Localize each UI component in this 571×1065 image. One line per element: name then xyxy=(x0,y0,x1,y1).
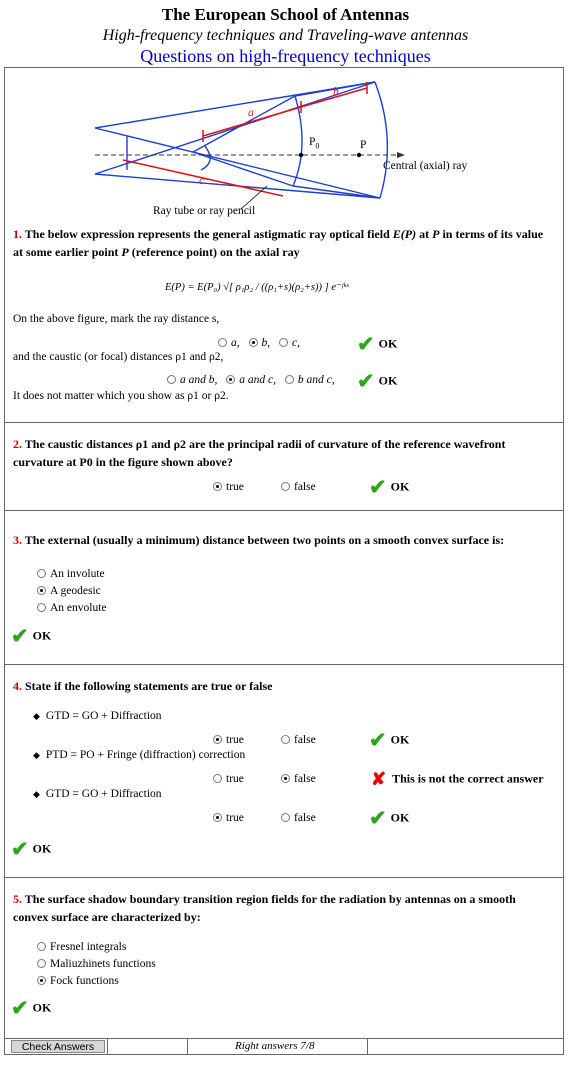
figure-label-p0: $P_0$ xyxy=(309,136,320,151)
q5-option-3: Fock functions xyxy=(37,975,119,987)
q4-2-radio-true[interactable] xyxy=(213,774,222,783)
figure-label-c: c xyxy=(199,175,205,187)
question-4-text: 4. State if the following statements are true or false xyxy=(13,679,273,693)
q3-option-2: A geodesic xyxy=(37,585,101,597)
q5-option-2: Maliuzhinets functions xyxy=(37,958,156,970)
check-icon: ✔ xyxy=(369,475,387,499)
footer-divider xyxy=(367,1039,368,1054)
q4-3-radio-true[interactable] xyxy=(213,813,222,822)
q2-radio-true[interactable] xyxy=(213,482,222,491)
check-answers-button[interactable]: Check Answers xyxy=(11,1040,105,1053)
q1-radio-b[interactable] xyxy=(249,338,258,347)
question-1-text: 1. The below expression represents the general astigmatic ray optical field E(P) at P in terms of its value at some earlier point P (reference point) on the axial ray xyxy=(13,227,544,259)
question-2-text: 2. The caustic distances ρ1 and ρ2 are the principal radii of curvature of the reference wavefront curvature at P0 in the figure shown above? xyxy=(13,437,506,469)
q1-radio-bc[interactable] xyxy=(285,375,294,384)
header xyxy=(0,0,571,67)
figure-axis-label: Central (axial) ray xyxy=(383,160,468,172)
q2-radio-false[interactable] xyxy=(281,482,290,491)
q2-status: ✔ OK xyxy=(369,475,410,499)
figure-tube-label: Ray tube or ray pencil xyxy=(153,205,256,217)
q4-1-option-false: false xyxy=(281,734,316,746)
cross-icon: ✘ xyxy=(371,769,387,789)
q2-option-true: true xyxy=(213,481,244,493)
question-1-line1: On the above figure, mark the ray distance s, xyxy=(13,313,220,325)
check-icon: ✔ xyxy=(369,728,387,752)
q5-radio-1[interactable] xyxy=(37,942,46,951)
q2-option-false: false xyxy=(281,481,316,493)
question-1 xyxy=(5,68,563,423)
check-icon: ✔ xyxy=(11,624,29,648)
q1-radio-ab[interactable] xyxy=(167,375,176,384)
q1-radio-ac[interactable] xyxy=(226,375,235,384)
check-icon: ✔ xyxy=(11,837,29,861)
ray-tube-figure xyxy=(5,68,563,220)
q4-1-radio-false[interactable] xyxy=(281,735,290,744)
footer-bar xyxy=(4,1038,564,1055)
q1-radio-a[interactable] xyxy=(218,338,227,347)
figure-label-p: P xyxy=(360,139,367,151)
q5-option-1: Fresnel integrals xyxy=(37,941,126,953)
q1-radio-c[interactable] xyxy=(279,338,288,347)
q3-radio-3[interactable] xyxy=(37,603,46,612)
q4-3-option-false: false xyxy=(281,812,316,824)
q3-option-1: An involute xyxy=(37,568,105,580)
question-1-line2: and the caustic (or focal) distances ρ1 and ρ2, xyxy=(13,351,224,363)
figure-label-b: b xyxy=(333,86,339,98)
q4-statement-3: ◆ GTD = GO + Diffraction xyxy=(33,788,162,800)
q4-2-radio-false[interactable] xyxy=(281,774,290,783)
question-1-line3: It does not matter which you show as ρ1 or ρ2. xyxy=(13,390,229,402)
q4-2-option-false: false xyxy=(281,773,316,785)
question-4 xyxy=(5,665,563,878)
question-5 xyxy=(5,878,563,1039)
check-icon: ✔ xyxy=(357,332,375,356)
diamond-bullet-icon: ◆ xyxy=(33,789,40,799)
course-subtitle: High-frequency techniques and Traveling-wave antennas xyxy=(102,27,469,44)
check-icon: ✔ xyxy=(369,806,387,830)
q4-3-radio-false[interactable] xyxy=(281,813,290,822)
q4-1-option-true: true xyxy=(213,734,244,746)
q4-2-option-true: true xyxy=(213,773,244,785)
quiz-panel xyxy=(4,67,564,1038)
diamond-bullet-icon: ◆ xyxy=(33,711,40,721)
check-icon: ✔ xyxy=(11,996,29,1020)
q1-options-2: a and b, a and c, b and c, xyxy=(167,374,335,386)
q3-option-3: An envolute xyxy=(37,602,107,614)
q3-status: ✔ OK xyxy=(11,624,52,648)
q1-options-1: a, b, c, xyxy=(218,337,300,349)
q5-radio-3[interactable] xyxy=(37,976,46,985)
q4-statement-2: ◆ PTD = PO + Fringe (diffraction) correction xyxy=(33,749,246,761)
question-5-text: 5. The surface shadow boundary transition region fields for the radiation by antennas on a smooth convex surface are characterized by: xyxy=(13,892,516,924)
q4-3-status: ✔ OK xyxy=(369,806,410,830)
q1-status-1: ✔ OK xyxy=(357,332,398,356)
q5-status: ✔ OK xyxy=(11,996,52,1020)
figure-label-a: a xyxy=(248,107,254,119)
q5-radio-2[interactable] xyxy=(37,959,46,968)
question-1-formula: E(P) = E(P₀) √[ ρ₁ρ₂ / ((ρ₁+s)(ρ₂+s)) ] e⁻ʲᵏˢ xyxy=(165,282,349,293)
diamond-bullet-icon: ◆ xyxy=(33,750,40,760)
check-icon: ✔ xyxy=(357,369,375,393)
q4-3-option-true: true xyxy=(213,812,244,824)
question-2 xyxy=(5,423,563,511)
footer-divider xyxy=(107,1039,108,1054)
q4-status: ✔ OK xyxy=(11,837,52,861)
q4-statement-1: ◆ GTD = GO + Diffraction xyxy=(33,710,162,722)
question-3-text: 3. The external (usually a minimum) distance between two points on a smooth convex surface is: xyxy=(13,533,505,547)
site-title: The European School of Antennas xyxy=(161,5,410,24)
q3-radio-2[interactable] xyxy=(37,586,46,595)
footer-divider xyxy=(187,1039,188,1054)
right-answers-count: Right answers 7/8 xyxy=(235,1040,315,1052)
q3-radio-1[interactable] xyxy=(37,569,46,578)
page-title: Questions on high-frequency techniques xyxy=(140,46,431,66)
question-3 xyxy=(5,511,563,665)
q4-1-status: ✔ OK xyxy=(369,728,410,752)
q1-status-2: ✔ OK xyxy=(357,369,398,393)
q4-2-status: ✘ This is not the correct answer xyxy=(371,769,544,789)
q4-1-radio-true[interactable] xyxy=(213,735,222,744)
